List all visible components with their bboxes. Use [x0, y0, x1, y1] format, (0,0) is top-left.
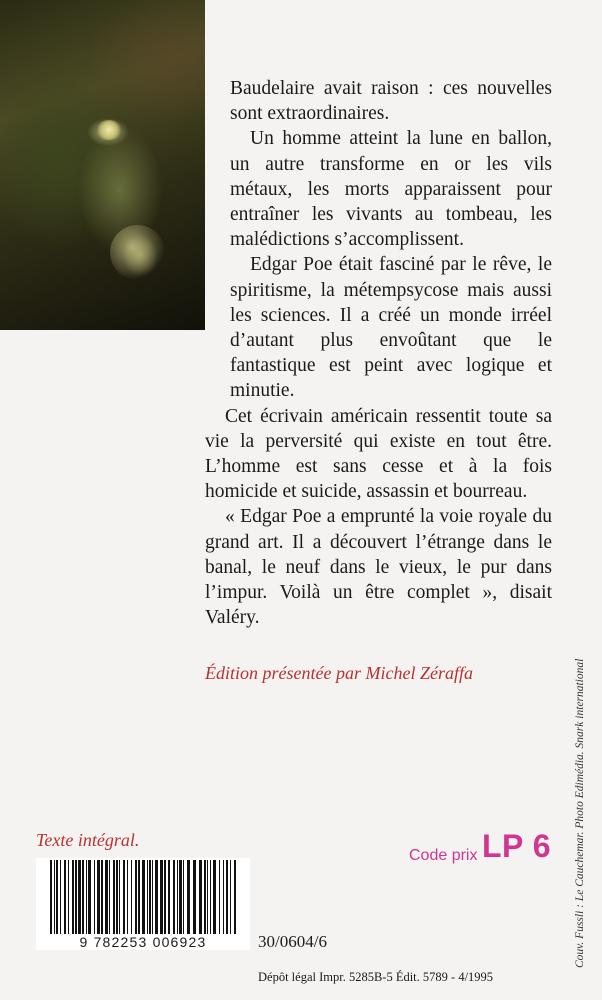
barcode-bar: [78, 860, 81, 934]
price-code-label: Code prix: [409, 847, 478, 864]
blurb-paragraph: « Edgar Poe a emprunté la voie royale du grand art. Il a découvert l’étrange dans le banal, le neuf dans le vieux, le pur dans l’impur. Voilà un être complet », disait Valéry.: [205, 506, 552, 629]
barcode-bar: [179, 860, 182, 934]
cover-credits: Couv. Fussli : Le Cauchemar. Photo Edimédia. Snark international: [574, 658, 586, 968]
blurb-paragraph: Edgar Poe était fasciné par le rêve, le spiritisme, la métempsycose mais aussi les sciences. Il a créé un monde irréel d’autant plus envoûtant que le fantastique est peint avec logique et minutie.: [230, 254, 552, 402]
barcode-bar: [147, 860, 148, 934]
barcode-bar: [234, 860, 236, 934]
barcode-bar: [97, 860, 100, 934]
barcode-bar: [113, 860, 115, 934]
legal-deposit: Dépôt légal Impr. 5285B-5 Édit. 5789 - 4/1995: [258, 970, 494, 984]
barcode-bar: [94, 860, 95, 934]
blurb-paragraph: Baudelaire avait raison : ces nouvelles sont extraordinaires.: [230, 78, 552, 125]
barcode-bar: [101, 860, 103, 934]
barcode-bar: [54, 860, 55, 934]
barcode-bar: [82, 860, 84, 934]
barcode-bar: [149, 860, 151, 934]
barcode-bar: [219, 860, 220, 934]
back-cover-blurb: [205, 76, 552, 630]
barcode-bar: [105, 860, 108, 934]
barcode-bar: [75, 860, 77, 934]
price-code: LP 6: [482, 828, 551, 864]
blurb-paragraph: Cet écrivain américain ressentit toute sa vie la perversité qui existe en tout être. L’homme est sans cesse et à la fois homicide et suicide, assassin et bourreau.: [205, 405, 552, 503]
barcode-bar: [131, 860, 132, 934]
barcode-bar: [56, 860, 58, 934]
barcode-bar: [213, 860, 216, 934]
barcode-bar: [123, 860, 125, 934]
barcode-bar: [210, 860, 211, 934]
barcode-number: 9 782253 006923: [36, 934, 250, 950]
barcode-bar: [119, 860, 120, 934]
barcode-bar: [183, 860, 184, 934]
barcode-bar: [109, 860, 110, 934]
editor-credit: Édition présentée par Michel Zéraffa: [205, 663, 473, 683]
barcode-bar: [177, 860, 178, 934]
barcode-bar: [64, 860, 66, 934]
barcode-bar: [135, 860, 137, 934]
barcode-bar: [86, 860, 87, 934]
texte-integral-label: Texte intégral.: [36, 830, 140, 850]
barcode-bar: [230, 860, 231, 934]
barcode-bar: [199, 860, 202, 934]
barcode-bar: [204, 860, 206, 934]
horse-eye: [96, 120, 122, 140]
barcode-bar: [226, 860, 228, 934]
barcode-bar: [155, 860, 158, 934]
isbn-barcode: [36, 858, 250, 950]
barcode-bar: [152, 860, 153, 934]
barcode-bar: [138, 860, 140, 934]
barcode-bars: [36, 858, 250, 936]
barcode-bar: [116, 860, 118, 934]
horse-snout: [110, 225, 165, 280]
barcode-bar: [50, 860, 52, 934]
catalog-number: 30/0604/6: [258, 932, 327, 951]
blurb-paragraph: Un homme atteint la lune en ballon, un autre transforme en or les vils métaux, les morts apparaissent pour entraîner les vivants au tombeau, les malédictions s’accomplissent.: [230, 128, 552, 251]
barcode-bar: [168, 860, 170, 934]
barcode-bar: [72, 860, 74, 934]
barcode-bar: [160, 860, 163, 934]
barcode-bar: [193, 860, 196, 934]
barcode-bar: [173, 860, 175, 934]
cover-illustration: [0, 0, 205, 330]
barcode-bar: [60, 860, 61, 934]
barcode-bar: [223, 860, 224, 934]
barcode-bar: [187, 860, 190, 934]
barcode-bar: [142, 860, 145, 934]
barcode-bar: [164, 860, 166, 934]
barcode-bar: [127, 860, 128, 934]
barcode-bar: [207, 860, 208, 934]
barcode-bar: [88, 860, 91, 934]
barcode-bar: [68, 860, 69, 934]
